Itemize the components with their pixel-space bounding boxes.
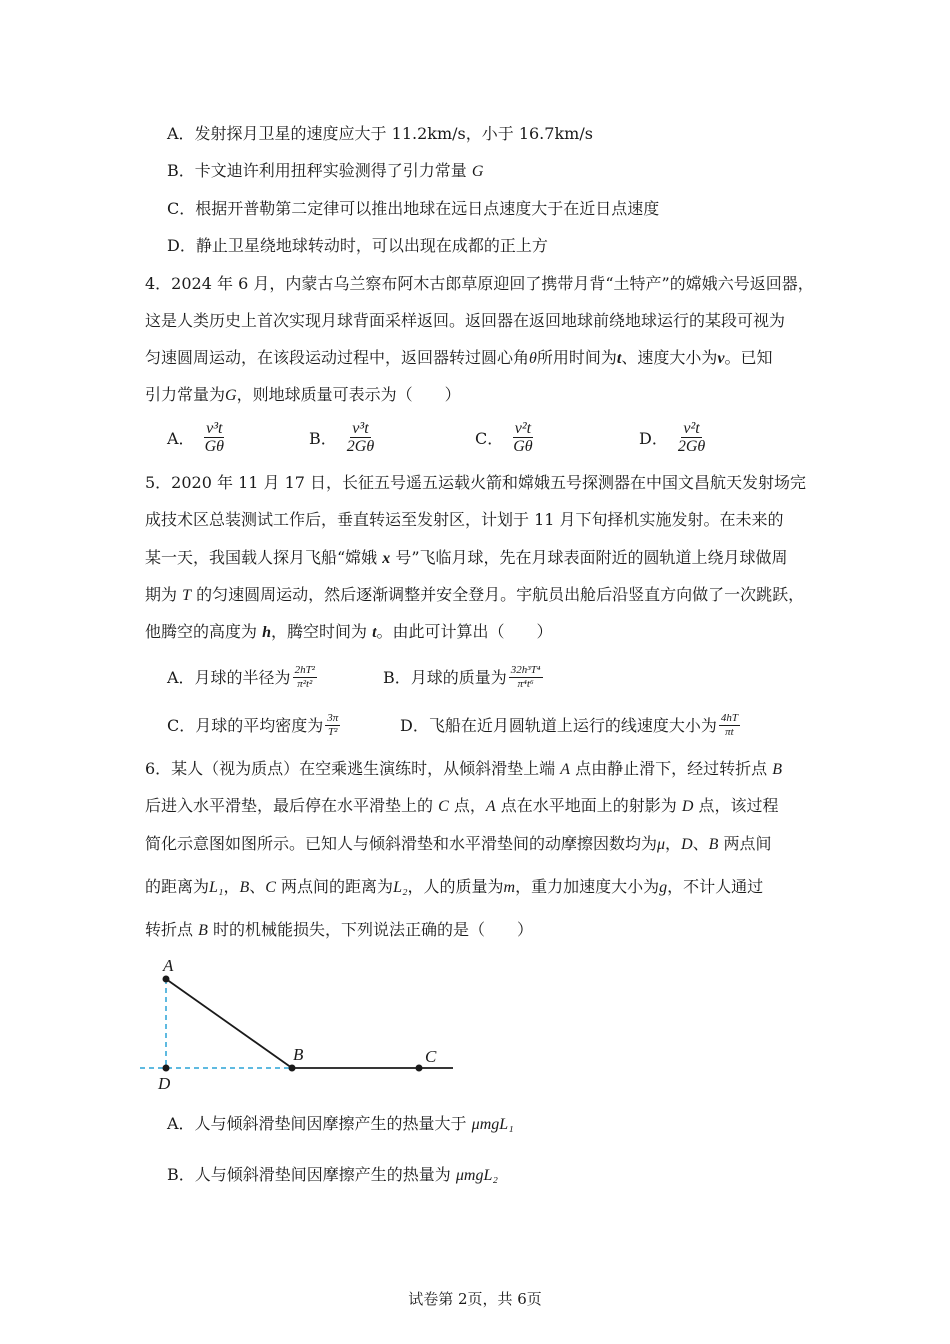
q6-option-a-math: μmgL₁ xyxy=(471,1116,514,1133)
q6-option-a xyxy=(167,1112,514,1137)
q6-L2: L₂ xyxy=(393,879,408,896)
q5-option-d-den: πt xyxy=(725,726,734,738)
q6-g: g xyxy=(659,879,668,896)
q6-D: D xyxy=(681,798,694,815)
q6-l4e: ，人的质量为 xyxy=(407,877,504,896)
q5-line-5 xyxy=(145,620,553,645)
q5-option-a-fraction xyxy=(293,664,317,691)
q5-option-d xyxy=(400,712,742,739)
q4-option-a-fraction xyxy=(203,420,226,455)
inclined-slide-line xyxy=(166,979,292,1068)
q5-option-b xyxy=(383,664,545,691)
q4-option-d-label: D． xyxy=(639,429,668,448)
q4-option-b-den: 2Gθ xyxy=(346,438,375,455)
q4-option-c-den: Gθ xyxy=(513,438,533,455)
q5-T: T xyxy=(182,587,191,604)
q5-option-b-num: 32h³T⁴ xyxy=(510,664,541,676)
q4-option-b-num: v³t xyxy=(352,420,369,437)
q6-option-b-math: μmgL₂ xyxy=(455,1167,498,1184)
label-a: A xyxy=(163,956,174,975)
q4-line-3 xyxy=(145,346,772,371)
q4-line-1: 4．2024 年 6 月，内蒙古乌兰察布阿木古郎草原迎回了携带月背“土特产”的嫦娥六号返回器， xyxy=(145,274,814,293)
label-c: C xyxy=(425,1047,437,1066)
q6-l2c: 点在水平地面上的射影为 xyxy=(495,796,682,815)
q5-l3b: 号”飞临月球，先在月球表面附近的圆轨道上绕月球做周 xyxy=(390,548,788,567)
q3-option-b-symbol: G xyxy=(471,163,484,180)
q6-C2: C xyxy=(265,879,276,896)
page-footer: 试卷第 2页，共 6页 xyxy=(408,1290,542,1308)
q5-option-b-fraction xyxy=(509,664,543,691)
q6-option-a-text: A．人与倾斜滑垫间因摩擦产生的热量大于 xyxy=(167,1114,472,1133)
point-a-dot xyxy=(163,976,170,983)
q5-l5c: 。由此可计算出（ ） xyxy=(376,622,553,641)
q6-B: B xyxy=(772,761,783,778)
q4-option-d xyxy=(639,420,709,455)
q6-B3: B xyxy=(239,879,250,896)
q6-C: C xyxy=(438,798,449,815)
q3-option-d: D．静止卫星绕地球转动时，可以出现在成都的正上方 xyxy=(167,236,548,255)
label-d: D xyxy=(158,1074,171,1093)
q5-line-1: 5．2020 年 11 月 17 日，长征五号遥五运载火箭和嫦娥五号探测器在中国文昌航天发射场完 xyxy=(145,473,807,492)
q6-A: A xyxy=(560,761,571,778)
q5-option-a-text: A．月球的半径为 xyxy=(167,667,291,687)
q6-A2: A xyxy=(485,798,496,815)
q6-B2: B xyxy=(708,836,719,853)
q6-l4a: 的距离为 xyxy=(145,877,210,896)
q3-option-b-text: B．卡文迪许利用扭秤实验测得了引力常量 xyxy=(167,161,472,180)
q6-l4f: ，重力加速度大小为 xyxy=(515,877,660,896)
q3-option-a: A．发射探月卫星的速度应大于 11.2km/s，小于 16.7km/s xyxy=(167,124,593,143)
q6-line-2 xyxy=(145,794,778,819)
q6-l3b: ， xyxy=(665,834,682,853)
q4-option-c-num: v²t xyxy=(514,420,532,437)
q4-option-d-num: v²t xyxy=(683,420,700,437)
q3-option-c: C．根据开普勒第二定律可以推出地球在远日点速度大于在近日点速度 xyxy=(167,199,660,218)
q5-option-b-text: B．月球的质量为 xyxy=(383,667,507,687)
q4-option-b xyxy=(309,420,378,455)
q5-l3a: 某一天，我国载人探月飞船“嫦娥 xyxy=(145,548,383,567)
q5-line-2: 成技术区总装测试工作后，垂直转运至发射区，计划于 11 月下旬择机实施发射。在未来的 xyxy=(145,510,784,529)
q6-l1a: 6．某人（视为质点）在空乘逃生演练时，从倾斜滑垫上端 xyxy=(145,759,561,778)
q4-v: v xyxy=(717,350,725,367)
q5-option-c-den: T² xyxy=(328,726,338,738)
q6-mu: μ xyxy=(657,836,666,853)
point-d-dot xyxy=(163,1065,170,1072)
q5-option-d-fraction xyxy=(719,712,740,739)
q4-option-a xyxy=(167,420,228,455)
q5-x: x xyxy=(382,550,391,567)
q4-l3d: 。已知 xyxy=(724,348,773,367)
q5-option-b-den: π⁴t⁶ xyxy=(517,678,534,690)
q6-line-4 xyxy=(145,875,763,900)
q3-option-b xyxy=(167,159,483,184)
q4-option-b-label: B． xyxy=(309,429,337,448)
q4-option-b-fraction xyxy=(345,420,376,455)
q6-l2a: 后进入水平滑垫，最后停在水平滑垫上的 xyxy=(145,796,439,815)
q6-l4b: ， xyxy=(223,877,240,896)
q5-l4b: 的匀速圆周运动，然后逐渐调整并安全登月。宇航员出舱后沿竖直方向做了一次跳跃， xyxy=(191,585,805,604)
q5-l5b: ，腾空时间为 xyxy=(271,622,373,641)
q6-line-5 xyxy=(145,918,533,943)
q6-L1: L₁ xyxy=(209,879,224,896)
q5-line-4 xyxy=(145,583,804,608)
q4-l3b: 所用时间为 xyxy=(536,348,617,367)
q5-t: t xyxy=(372,624,377,641)
q6-l1b: 点由静止滑下，经过转折点 xyxy=(570,759,773,778)
q6-option-b-text: B．人与倾斜滑垫间因摩擦产生的热量为 xyxy=(167,1165,456,1184)
q5-option-c-fraction xyxy=(325,712,340,739)
q6-l3c: 、 xyxy=(692,834,709,853)
q4-l3c: 、速度大小为 xyxy=(621,348,718,367)
q6-l2b: 点， xyxy=(448,796,486,815)
q6-l2d: 点，该过程 xyxy=(693,796,779,815)
q6-l4g: ，不计人通过 xyxy=(667,877,764,896)
q4-option-c-fraction xyxy=(511,420,534,455)
q4-line-2: 这是人类历史上首次实现月球背面采样返回。返回器在返回地球前绕地球运行的某段可视为 xyxy=(145,311,786,330)
q5-h: h xyxy=(262,624,271,641)
q6-l5b: 时的机械能损失，下列说法正确的是（ ） xyxy=(207,920,533,939)
q6-line-1 xyxy=(145,757,782,782)
q4-option-d-den: 2Gθ xyxy=(677,438,706,455)
q6-D2: D xyxy=(681,836,693,853)
q5-option-c-num: 3π xyxy=(327,712,339,724)
q6-l3d: 两点间 xyxy=(718,834,772,853)
q4-l4b: ，则地球质量可表示为（ ） xyxy=(236,385,461,404)
label-b: B xyxy=(293,1045,304,1064)
q5-option-d-text: D．飞船在近月圆轨道上运行的线速度大小为 xyxy=(400,715,717,735)
q6-option-b xyxy=(167,1163,498,1188)
q5-option-a-num: 2hT² xyxy=(294,664,315,676)
q5-l5a: 他腾空的高度为 xyxy=(145,622,263,641)
point-b-dot xyxy=(289,1065,296,1072)
q4-option-a-label: A． xyxy=(167,429,195,448)
q4-l4a: 引力常量为 xyxy=(145,385,226,404)
q6-l5a: 转折点 xyxy=(145,920,199,939)
q4-option-a-den: Gθ xyxy=(204,438,224,455)
q6-m: m xyxy=(503,879,516,896)
q6-B4: B xyxy=(198,922,208,939)
point-c-dot xyxy=(416,1065,423,1072)
q6-l4d: 两点间的距离为 xyxy=(275,877,394,896)
q5-option-c xyxy=(167,712,342,739)
q4-l3a: 匀速圆周运动，在该段运动过程中，返回器转过圆心角 xyxy=(145,348,530,367)
q4-option-a-num: v³t xyxy=(206,420,223,437)
q4-G: G xyxy=(225,387,237,404)
q6-l3a: 简化示意图如图所示。已知人与倾斜滑垫和水平滑垫间的动摩擦因数均为 xyxy=(145,834,658,853)
q6-l4c: 、 xyxy=(249,877,266,896)
q4-option-c xyxy=(475,420,537,455)
q4-line-4 xyxy=(145,383,461,408)
q5-l4a: 期为 xyxy=(145,585,183,604)
q5-option-a-den: π²t² xyxy=(297,678,313,690)
q4-option-d-fraction xyxy=(676,420,707,455)
q5-option-c-text: C．月球的平均密度为 xyxy=(167,715,324,735)
q4-t: t xyxy=(616,350,622,367)
q6-line-3 xyxy=(145,832,772,857)
q4-option-c-label: C． xyxy=(475,429,504,448)
slide-diagram xyxy=(140,950,470,1100)
q5-option-a xyxy=(167,664,319,691)
q5-option-d-num: 4hT xyxy=(720,712,738,724)
q5-line-3 xyxy=(145,546,788,571)
q4-theta: θ xyxy=(529,350,537,367)
